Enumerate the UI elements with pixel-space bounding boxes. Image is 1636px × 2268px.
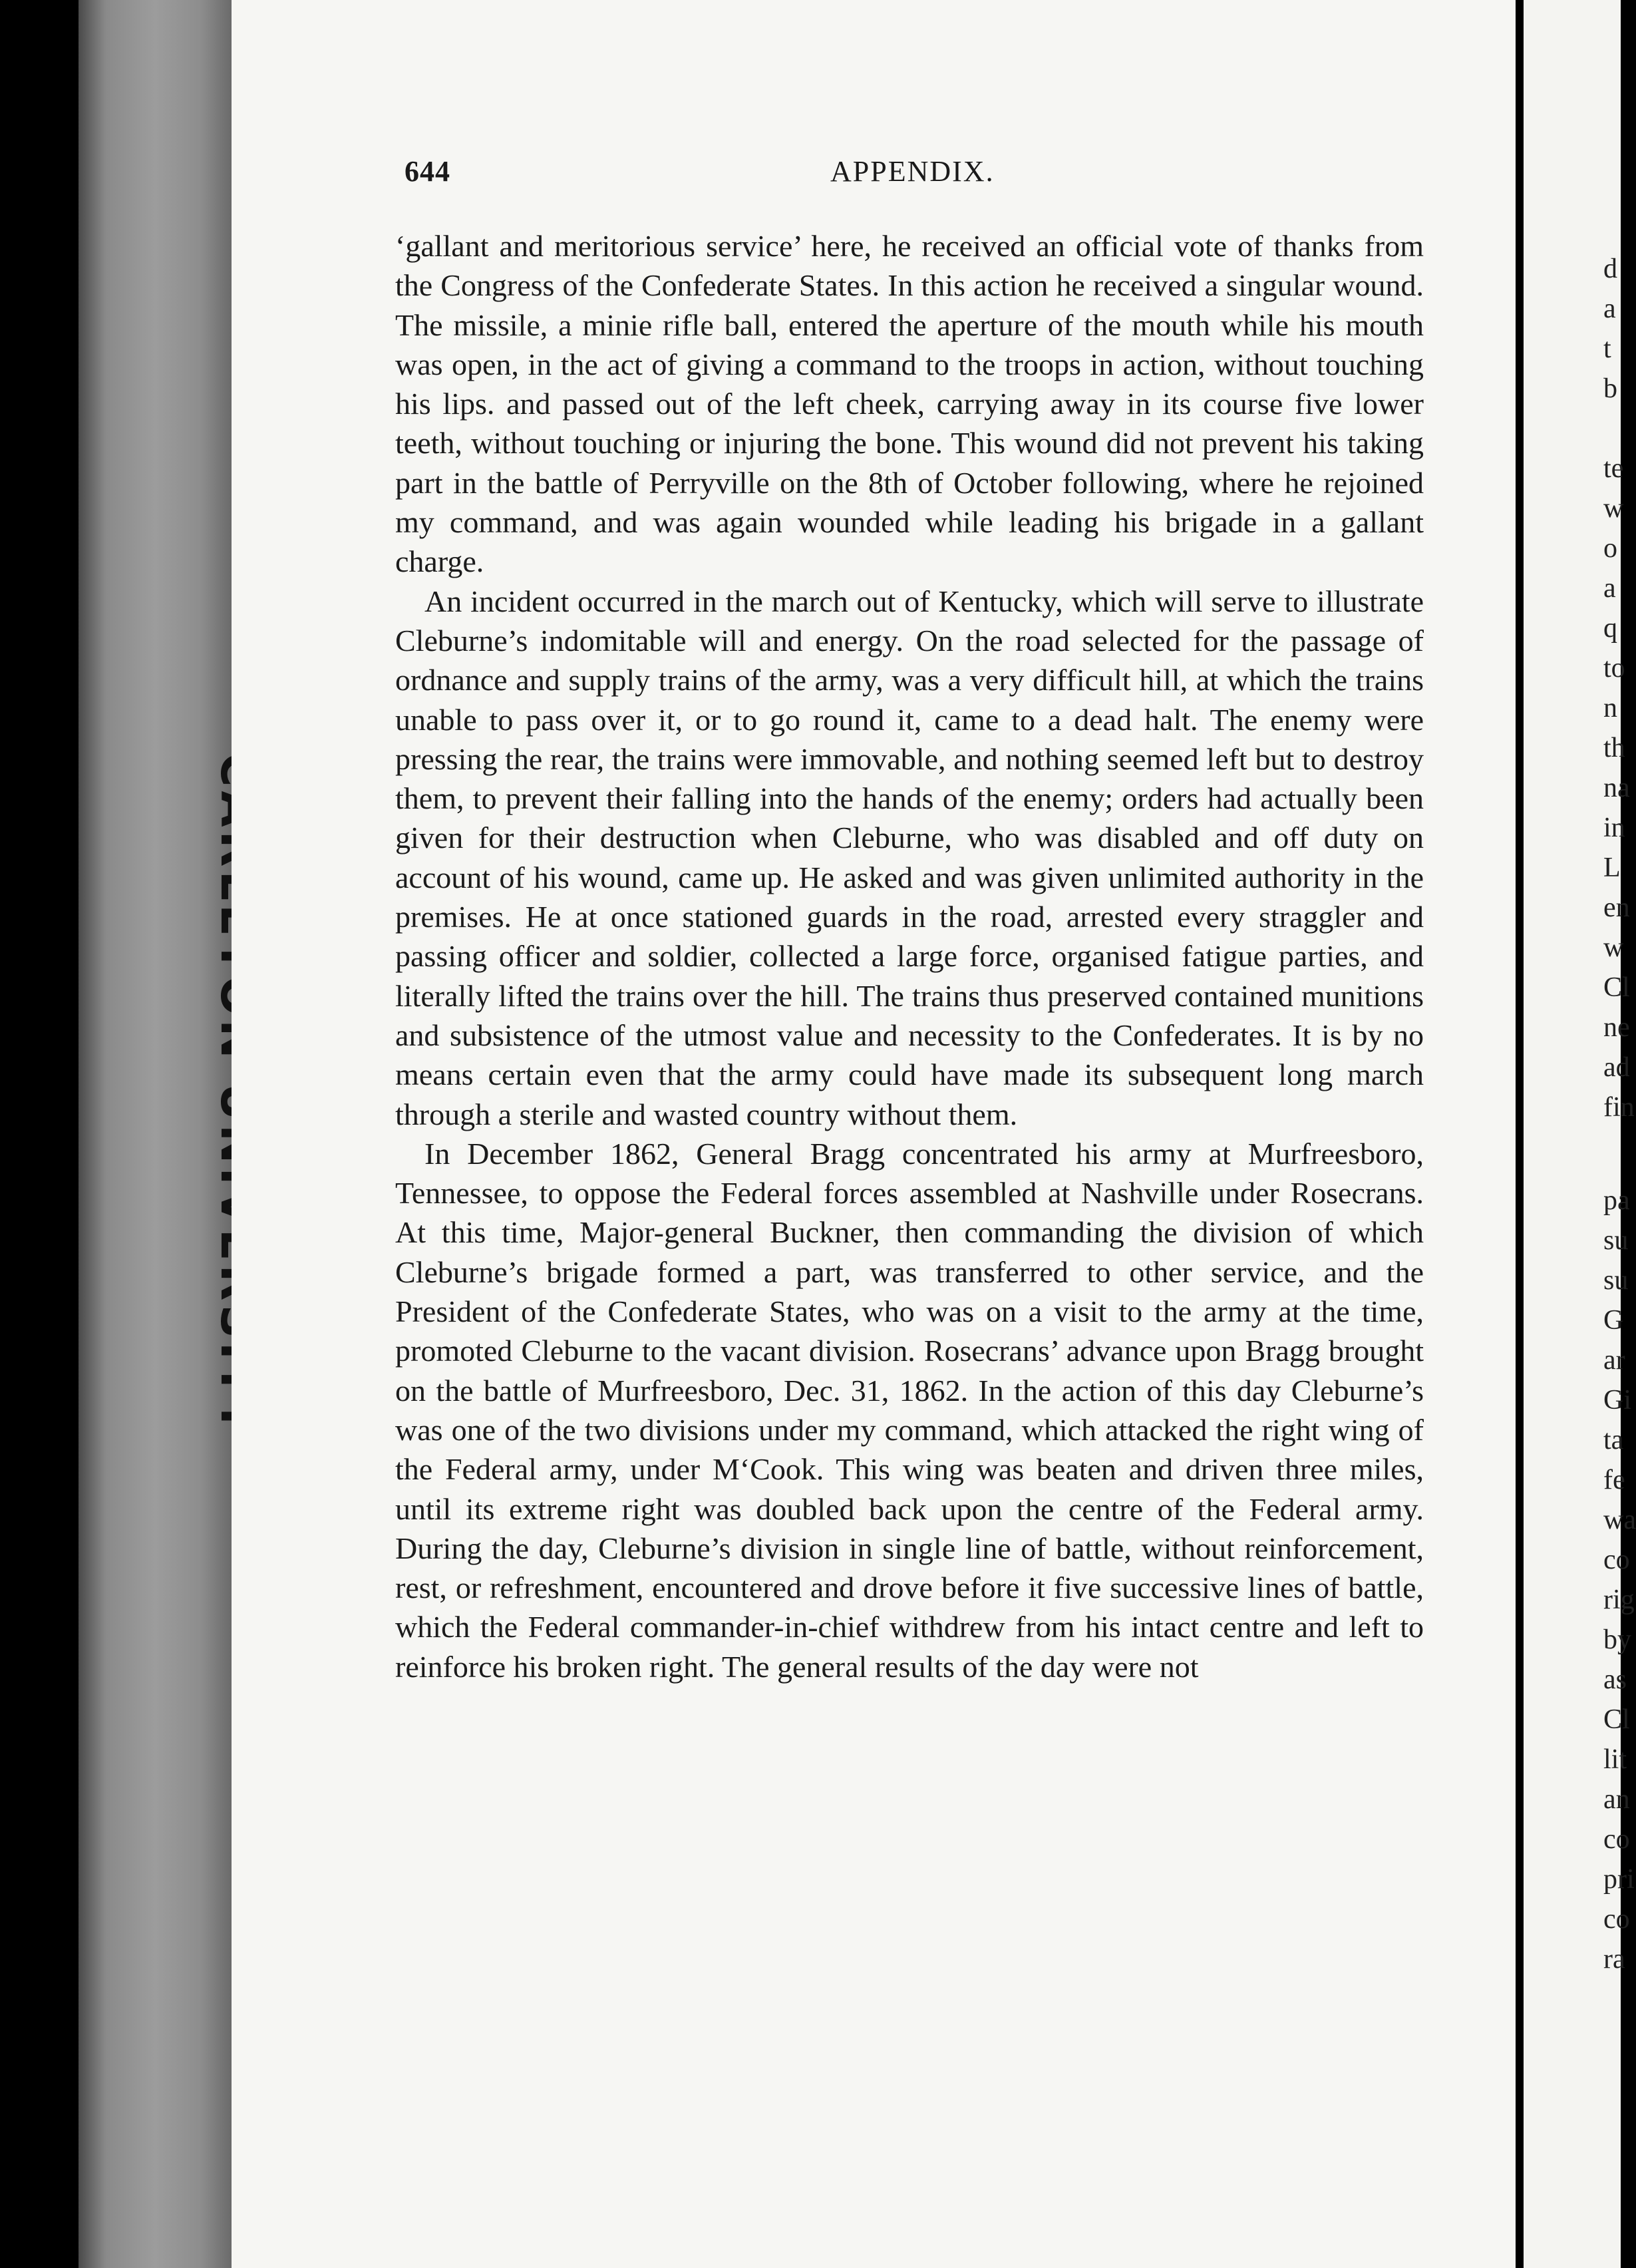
facing-page-fragment: wa: [1603, 1505, 1636, 1535]
facing-page-fragment: su: [1603, 1265, 1629, 1296]
facing-page-fragment: fin: [1603, 1092, 1635, 1123]
facing-page-fragment: en: [1603, 892, 1630, 923]
facing-page-fragment: G: [1603, 1305, 1624, 1336]
facing-page-fragment: w: [1603, 932, 1624, 963]
facing-page-fragment: th: [1603, 733, 1625, 763]
facing-page-fragment: ad: [1603, 1052, 1630, 1083]
facing-page-fragment: by: [1603, 1624, 1631, 1655]
book-spine: [79, 0, 232, 2268]
page-title: APPENDIX.: [830, 155, 995, 188]
facing-page-fragment: a: [1603, 293, 1616, 324]
facing-page-fragment: as: [1603, 1664, 1627, 1695]
facing-page-fragment: t: [1603, 333, 1611, 364]
facing-page-fragment: o: [1603, 533, 1617, 564]
facing-page-fragment: na: [1603, 773, 1630, 803]
facing-page-fragment: an: [1603, 1784, 1630, 1815]
paragraph: ‘gallant and meritorious service’ here, he received an official vote of thanks from the Congress of the Confederate States. In this action he received a singular wound. The missile, a minie rifle ball, entered the aperture of the mouth while his mouth was open, in the act of giving a command to the troops in action, without touching his lips. and passed out of the left cheek, carrying away in its course five lower teeth, without touching or injuring the bone. This wound did not prevent his taking part in the battle of Perryville on the 8th of October following, where he rejoined my command, and was again wounded while leading his brigade in a gallant charge.: [395, 229, 1424, 579]
facing-page-fragment: co: [1603, 1545, 1630, 1575]
facing-page-fragment: ra: [1603, 1944, 1625, 1975]
facing-page-fragment: Cl: [1603, 972, 1630, 1003]
facing-page-fragment: ar: [1603, 1345, 1625, 1376]
paragraph: In December 1862, General Bragg concentrated his army at Murfreesboro, Tennessee, to oppose the Federal forces assembled at Nashville under Rosecrans. At this time, Major-general Buckner, then commanding the division of which Cleburne’s brigade formed a part, was transferred to other service, and the President of the Confederate States, who was on a visit to the army at the time, promoted Cleburne to the vacant division. Rosecrans’ advance upon Bragg brought on the battle of Murfreesboro, Dec. 31, 1862. In the action of this day Cleburne’s was one of the two divisions under my command, which attacked the right wing of the Federal army, under M‘Cook. This wing was beaten and driven three miles, until its extreme right was doubled back upon the centre of the Federal army. During the day, Cleburne’s division in single line of battle, without reinforcement, rest, or refreshment, encountered and drove before it five successive lines of battle, which the Federal commander-in-chief withdrew from his intact centre and left to reinforce his broken right. The general results of the day were not: [395, 1136, 1424, 1684]
facing-page-fragment: to: [1603, 653, 1625, 683]
facing-page-fragment: q: [1603, 613, 1617, 644]
body-text: [395, 226, 1424, 1686]
facing-page-fragment: pri: [1603, 1864, 1635, 1895]
facing-page-fragment: n: [1603, 693, 1617, 723]
facing-page-fragment: lit: [1603, 1744, 1627, 1775]
facing-page-fragment: pa: [1603, 1185, 1630, 1216]
facing-page-fragment: rig: [1603, 1585, 1635, 1615]
facing-page-fragment: co: [1603, 1904, 1630, 1935]
facing-page-fragment: in: [1603, 813, 1625, 843]
facing-page-fragment: L: [1603, 852, 1621, 883]
facing-page-fragment: co: [1603, 1824, 1630, 1855]
facing-page-edge: [1524, 0, 1636, 2268]
facing-page-fragment: w: [1603, 493, 1624, 524]
facing-page-fragment: a: [1603, 573, 1616, 604]
facing-page-fragment: ne: [1603, 1012, 1630, 1043]
facing-page-fragment: d: [1603, 254, 1617, 284]
facing-page-fragment: Cl: [1603, 1704, 1630, 1735]
facing-page-fragment: fe: [1603, 1465, 1625, 1495]
facing-page-fragment: te: [1603, 453, 1624, 484]
paragraph: An incident occurred in the march out of Kentucky, which will serve to illustrate Cleburne’s indomitable will and energy. On the road selected for the passage of ordnance and supply trains of the army, was a very difficult hill, at which the trains unable to pass over it, or to go round it, came to a dead halt. The enemy were pressing the rear, the trains were immovable, and nothing seemed left but to destroy them, to prevent their falling into the hands of the enemy; orders had actually been given for their destruction when Cleburne, who was disabled and off duty on account of his wound, came up. He asked and was given unlimited authority in the premises. He at once stationed guards in the road, arrested every straggler and passing officer and soldier, collected a large force, organised fatigue parties, and literally lifted the trains over the hill. The trains thus preserved contained munitions and subsistence of the utmost value and necessity to the Confederates. It is by no means certain even that the army could have made its subsequent long march through a sterile and wasted country without them.: [395, 584, 1424, 1131]
facing-page-fragment: ta: [1603, 1425, 1624, 1455]
facing-page-fragment: Gi: [1603, 1385, 1631, 1416]
page-number: 644: [405, 155, 450, 188]
facing-page-fragment: su: [1603, 1225, 1629, 1256]
running-head: [405, 154, 1429, 201]
facing-page-fragment: b: [1603, 373, 1617, 404]
